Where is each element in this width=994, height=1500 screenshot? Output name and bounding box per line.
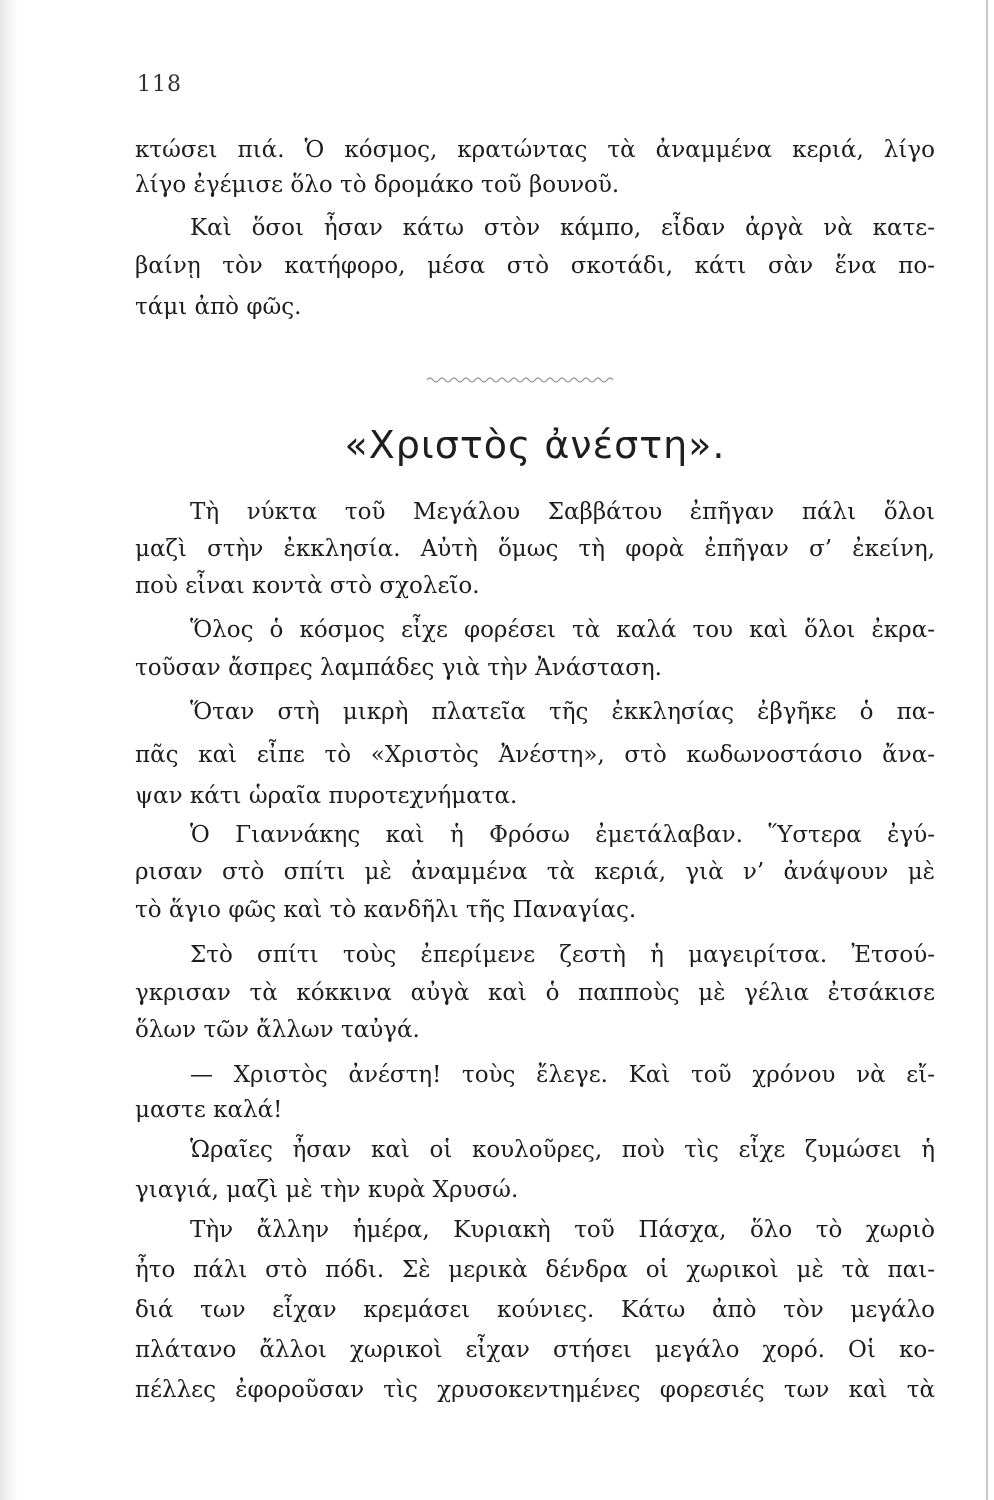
text-line: ποὺ εἶναι κοντὰ στὸ σχολεῖο. <box>135 573 480 599</box>
text-line: Τὴν ἄλλην ἡμέρα, Κυριακὴ τοῦ Πάσχα, ὅλο τὸ χωριὸ <box>190 1217 935 1243</box>
text-line: λίγο ἐγέμισε ὅλο τὸ δρομάκο τοῦ βουνοῦ. <box>135 172 620 198</box>
text-line: τάμι ἀπὸ φῶς. <box>135 294 302 320</box>
text-line: Ὅλος ὁ κόσμος εἶχε φορέσει τὰ καλά του καὶ ὅλοι ἐκρα- <box>190 617 935 643</box>
text-line: Ὅταν στὴ μικρὴ πλατεῖα τῆς ἐκκλησίας ἐβγῆκε ὁ πα- <box>190 699 935 725</box>
section-title: «Χριστὸς ἀνέστη». <box>344 423 726 467</box>
text-line: ὅλων τῶν ἄλλων ταὐγά. <box>135 1017 420 1043</box>
scan-edge-shadow <box>0 0 18 1500</box>
text-line: τὸ ἅγιο φῶς καὶ τὸ κανδῆλι τῆς Παναγίας. <box>135 897 637 923</box>
decorative-ornament <box>425 372 625 388</box>
page-number: 118 <box>137 72 182 97</box>
text-line: ἦτο πάλι στὸ πόδι. Σὲ μερικὰ δένδρα οἱ χωρικοὶ μὲ τὰ παι- <box>135 1257 935 1283</box>
text-line: γκρισαν τὰ κόκκινα αὐγὰ καὶ ὁ παπποὺς μὲ γέλια ἐτσάκισε <box>135 980 935 1006</box>
text-line: ρισαν στὸ σπίτι μὲ ἀναμμένα τὰ κεριά, γιὰ ν’ ἀνάψουν μὲ <box>135 859 935 885</box>
scan-edge-line <box>986 0 988 1500</box>
text-line: πέλλες ἐφοροῦσαν τὶς χρυσοκεντημένες φορεσιές των καὶ τὰ <box>135 1377 935 1403</box>
text-line: μαστε καλά! <box>135 1097 283 1123</box>
text-line: διά των εἶχαν κρεμάσει κούνιες. Κάτω ἀπὸ τὸν μεγάλο <box>135 1297 935 1323</box>
text-line: κτώσει πιά. Ὁ κόσμος, κρατώντας τὰ ἀναμμένα κεριά, λίγο <box>135 137 935 163</box>
text-line: Στὸ σπίτι τοὺς ἐπερίμενε ζεστὴ ἡ μαγειρίτσα. Ἐτσού- <box>190 942 935 968</box>
text-line: πλάτανο ἄλλοι χωρικοὶ εἶχαν στήσει μεγάλο χορό. Οἱ κο- <box>135 1337 935 1363</box>
text-line: τοῦσαν ἄσπρες λαμπάδες γιὰ τὴν Ἀνάσταση. <box>135 655 662 681</box>
text-line: μαζὶ στὴν ἐκκλησία. Αὐτὴ ὅμως τὴ φορὰ ἐπῆγαν σ’ ἐκείνη, <box>135 536 935 562</box>
text-line: Ὡραῖες ἦσαν καὶ οἱ κουλοῦρες, ποὺ τὶς εἶχε ζυμώσει ἡ <box>190 1137 935 1163</box>
text-line: πᾶς καὶ εἶπε τὸ «Χριστὸς Ἀνέστη», στὸ κωδωνοστάσιο ἄνα- <box>135 742 935 768</box>
text-line: Καὶ ὅσοι ἦσαν κάτω στὸν κάμπο, εἶδαν ἀργὰ νὰ κατε- <box>190 215 935 241</box>
text-line: βαίνῃ τὸν κατήφορο, μέσα στὸ σκοτάδι, κάτι σὰν ἕνα πο- <box>135 253 935 279</box>
text-line: — Χριστὸς ἀνέστη! τοὺς ἔλεγε. Καὶ τοῦ χρόνου νὰ εἴ- <box>190 1062 935 1088</box>
text-line: γιαγιά, μαζὶ μὲ τὴν κυρὰ Χρυσώ. <box>135 1177 519 1203</box>
text-line: ψαν κάτι ὡραῖα πυροτεχνήματα. <box>135 783 518 809</box>
text-line: Τὴ νύκτα τοῦ Μεγάλου Σαββάτου ἐπῆγαν πάλι ὅλοι <box>190 499 935 525</box>
text-line: Ὁ Γιαννάκης καὶ ἡ Φρόσω ἐμετάλαβαν. Ὕστερα ἐγύ- <box>190 822 935 848</box>
